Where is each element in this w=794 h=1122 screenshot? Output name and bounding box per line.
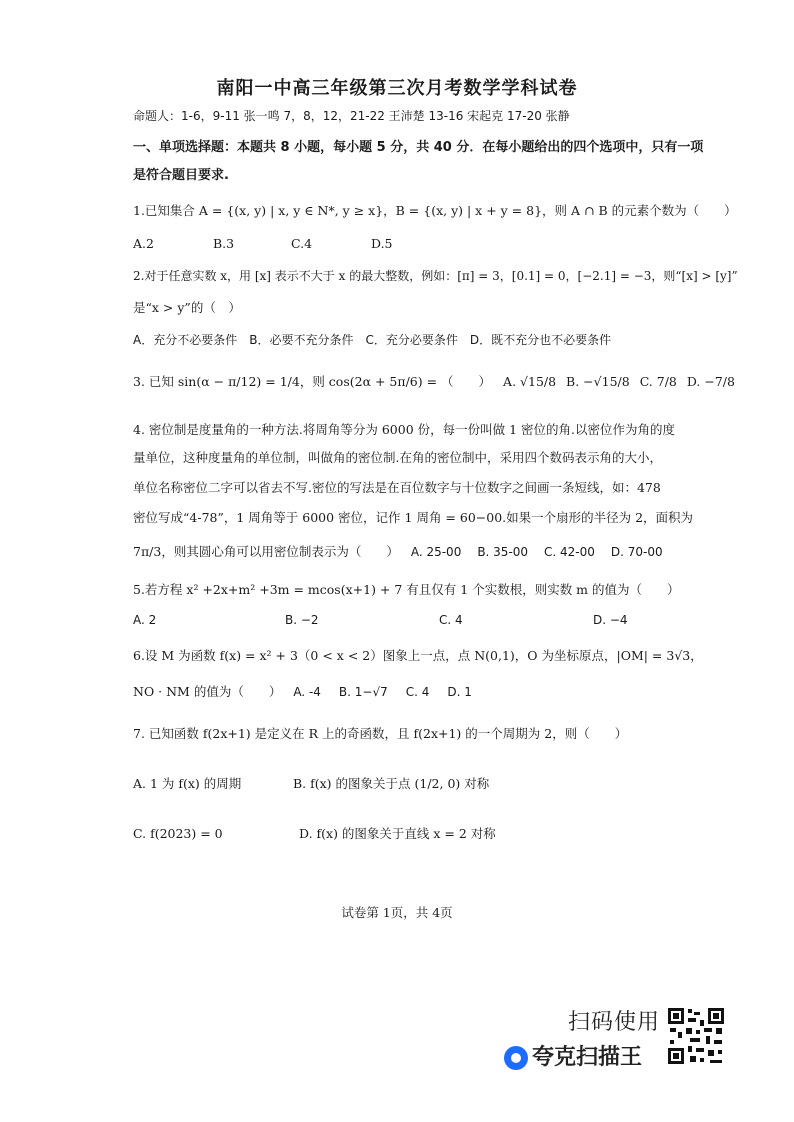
section-heading-cont: 是符合题目要求. (133, 168, 229, 183)
authors-line: 命题人：1-6，9-11 张一鸣 7，8，12，21-22 王沛楚 13-16 宋起克 17-20 张静 (133, 109, 570, 123)
q4-option-b: B. 35-00 (477, 545, 529, 559)
q4-line4: 密位写成“4-78”，1 周角等于 6000 密位，记作 1 周角 = 60−00.如果一个扇形的半径为 2，面积为 (133, 510, 694, 525)
q2-option-b: B．必要不充分条件 (249, 333, 354, 347)
q4-option-a: A. 25-00 (410, 545, 462, 559)
q1-option-d: D.5 (371, 236, 393, 251)
q1-stem: 1.已知集合 A = {(x, y) | x, y ∈ N*, y ≥ x}，B = {(x, y) | x + y = 8}，则 A ∩ B 的元素个数为（ ） (133, 203, 737, 218)
q4-option-c: C. 42-00 (544, 545, 595, 559)
q1-options (133, 234, 703, 254)
q4-row (133, 542, 703, 562)
q2-options (133, 330, 703, 350)
q3-option-b: B. −√15/8 (566, 374, 630, 389)
q5-option-c: C. 4 (439, 613, 463, 627)
q3-option-c: C. 7/8 (639, 374, 677, 389)
q7-options-row1 (133, 774, 703, 794)
q2-option-a: A．充分不必要条件 (133, 333, 238, 347)
q5-stem: 5.若方程 x² +2x+m² +3m = mcos(x+1) + 7 有且仅有 1 个实数根，则实数 m 的值为（ ） (133, 582, 680, 597)
q6-option-c: C. 4 (405, 685, 430, 699)
brand-label (504, 1040, 642, 1071)
q3-stem: 3. 已知 sin(α − π/12) = 1/4，则 cos(2α + 5π/6) = （ ） (133, 374, 492, 389)
brand-text: 夸克扫描王 (532, 1045, 643, 1070)
scan-label: 扫码使用 (568, 1010, 661, 1035)
q2-option-c: C．充分必要条件 (365, 333, 458, 347)
page-footer: 试卷第 1页，共 4页 (341, 905, 453, 920)
q6-option-b: B. 1−√7 (338, 685, 388, 699)
q1-option-c: C.4 (291, 236, 313, 251)
q7-options-row2 (133, 824, 703, 844)
q6-option-d: D. 1 (447, 685, 472, 699)
q7-option-a: A. 1 为 f(x) 的周期 (133, 776, 242, 791)
qr-code-icon (666, 1006, 726, 1066)
q3-option-a: A. √15/8 (503, 374, 557, 389)
section-heading: 一、单项选择题：本题共 8 小题，每小题 5 分，共 40 分．在每小题给出的四个选项中，只有一项 (133, 140, 704, 155)
q3-option-d: D. −7/8 (686, 374, 735, 389)
q4-line5: 7π/3，则其圆心角可以用密位制表示为（ ） (133, 544, 399, 559)
q4-line2: 量单位，这种度量角的单位制，叫做角的密位制.在角的密位制中，采用四个数码表示角的大小， (133, 450, 662, 465)
q4-line1: 4. 密位制是度量角的一种方法.将周角等分为 6000 份，每一份叫做 1 密位的角.以密位作为角的度 (133, 422, 676, 437)
q5-option-d: D. −4 (593, 613, 628, 627)
q6-stem: 6.设 M 为函数 f(x) = x² + 3（0 < x < 2）图象上一点，点 N(0,1)，O 为坐标原点，|OM| = 3√3， (133, 648, 703, 663)
q2-option-d: D．既不充分也不必要条件 (469, 333, 612, 347)
q6-row (133, 682, 703, 702)
q7-option-d: D. f(x) 的图象关于直线 x = 2 对称 (299, 826, 496, 841)
q5-option-a: A. 2 (133, 613, 157, 627)
page-title: 南阳一中高三年级第三次月考数学学科试卷 (216, 78, 578, 99)
q7-option-c: C. f(2023) = 0 (133, 826, 223, 841)
quark-logo-icon (504, 1046, 528, 1070)
q5-option-b: B. −2 (285, 613, 319, 627)
q7-stem: 7. 已知函数 f(2x+1) 是定义在 R 上的奇函数，且 f(2x+1) 的一个周期为 2，则（ ） (133, 726, 628, 741)
q5-options (133, 610, 703, 630)
q1-option-b: B.3 (213, 236, 235, 251)
q4-option-d: D. 70-00 (610, 545, 663, 559)
q2-stem: 2.对于任意实数 x，用 [x] 表示不大于 x 的最大整数，例如：[π] = 3，[0.1] = 0，[−2.1] = −3，则“[x] > [y]” (133, 269, 738, 283)
q1-option-a: A.2 (133, 236, 154, 251)
q7-option-b: B. f(x) 的图象关于点 (1/2, 0) 对称 (293, 776, 490, 791)
q3-row (133, 372, 735, 392)
q6-option-a: A. -4 (293, 685, 321, 699)
q2-stem-cont: 是“x > y”的（ ） (133, 300, 241, 315)
q4-line3: 单位名称密位二字可以省去不写.密位的写法是在百位数字与十位数字之间画一条短线，如：478 (133, 480, 661, 495)
q6-stem2: NO · NM 的值为（ ） (133, 684, 282, 699)
